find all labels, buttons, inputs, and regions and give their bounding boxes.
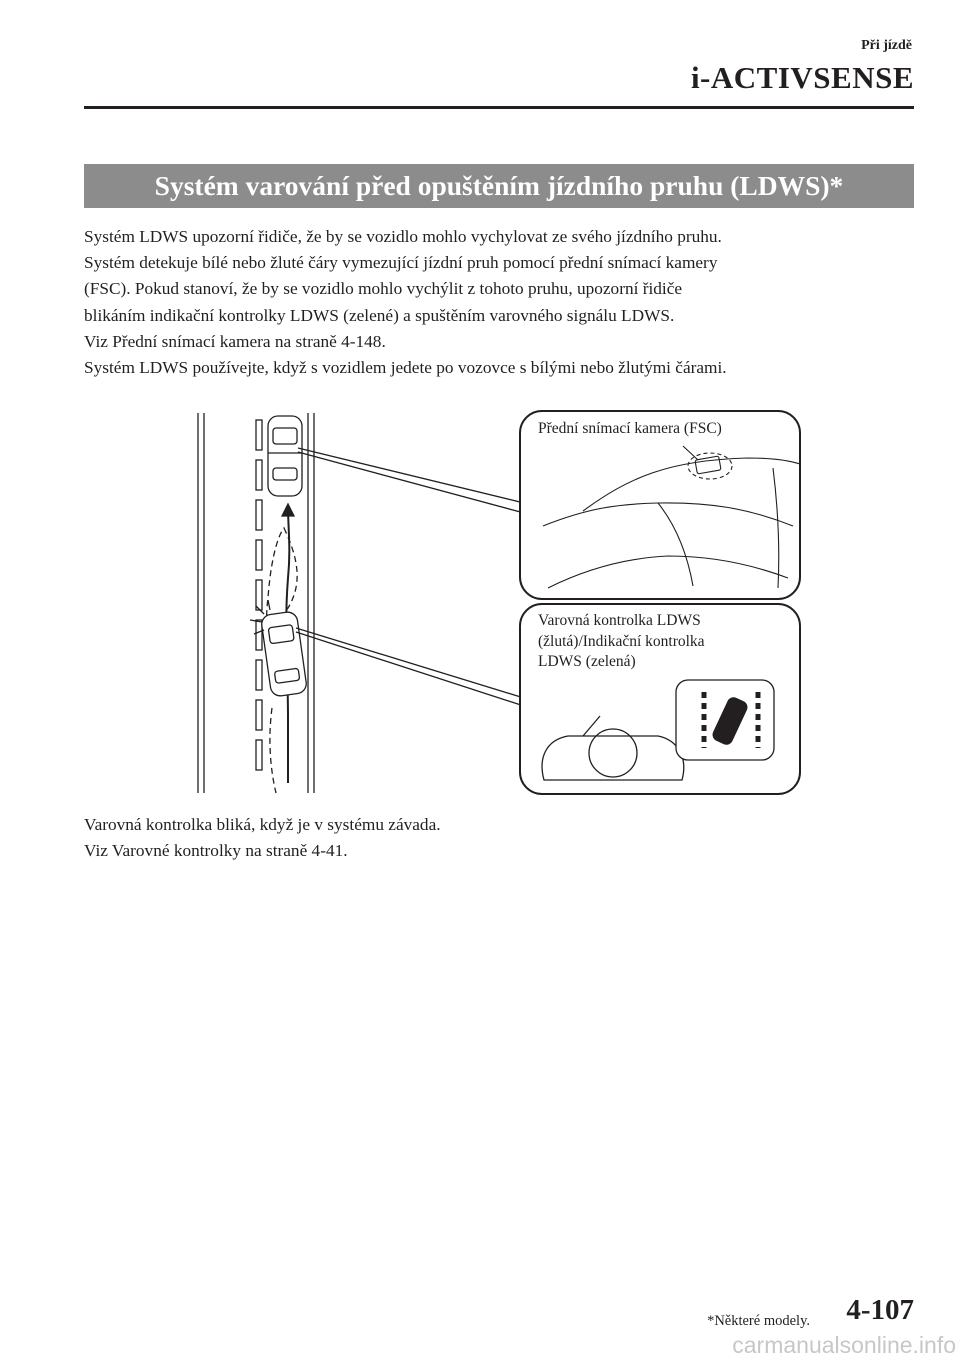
- indicator-label-line: Varovná kontrolka LDWS: [538, 612, 701, 629]
- header-rule: [84, 106, 914, 109]
- lane-shadow: [270, 708, 276, 793]
- body-line: Systém detekuje bílé nebo žluté čáry vymezující jízdní pruh pomocí přední snímací kamery: [84, 253, 718, 273]
- lane-dashes-left: [256, 420, 262, 770]
- car-lower-icon: [260, 611, 307, 697]
- car-upper-icon: [268, 416, 302, 496]
- ldws-indicator-icon: [676, 680, 774, 760]
- watermark: carmanualsonline.info: [732, 1332, 956, 1358]
- page-number: 4-107: [846, 1294, 914, 1326]
- body-text: [84, 224, 924, 381]
- indicator-label-line: (žlutá)/Indikační kontrolka: [538, 632, 705, 650]
- section-banner: [84, 164, 914, 208]
- note-line: Varovná kontrolka bliká, když je v systému závada.: [84, 815, 441, 834]
- indicator-label: [538, 611, 705, 673]
- connector-line: [296, 632, 524, 706]
- drift-path: [267, 528, 297, 626]
- page-title: Systém varování před opuštěním jízdního pruhu (LDWS)*: [154, 170, 844, 201]
- chapter-title: Při jízdě: [861, 38, 912, 53]
- connector-line: [296, 628, 524, 698]
- body-line: Systém LDWS používejte, když s vozidlem jedete po vozovce s bílými nebo žlutými čárami.: [84, 358, 727, 378]
- note-line: Viz Varovné kontrolky na straně 4-41.: [84, 841, 348, 861]
- body-line: blikáním indikační kontrolky LDWS (zelené) a spuštěním varovného signálu LDWS.: [84, 305, 675, 325]
- note-text: [84, 812, 441, 864]
- ldws-illustration: [188, 408, 804, 800]
- body-line: Systém LDWS upozorní řidiče, že by se vozidlo mohlo vychylovat ze svého jízdního pruhu.: [84, 227, 722, 246]
- connector-line: [298, 448, 524, 503]
- body-line: Viz Přední snímací kamera na straně 4-148.: [84, 331, 386, 351]
- section-title: i-ACTIVSENSE: [690, 60, 914, 95]
- ldws-figure: [188, 408, 804, 800]
- connector-line: [298, 452, 524, 513]
- footnote: *Některé modely.: [707, 1313, 810, 1329]
- indicator-label-line: LDWS (zelená): [538, 653, 636, 670]
- body-line: (FSC). Pokud stanoví, že by se vozidlo mohlo vychýlit z tohoto pruhu, upozorní řidiče: [84, 279, 683, 299]
- camera-label: Přední snímací kamera (FSC): [538, 420, 722, 437]
